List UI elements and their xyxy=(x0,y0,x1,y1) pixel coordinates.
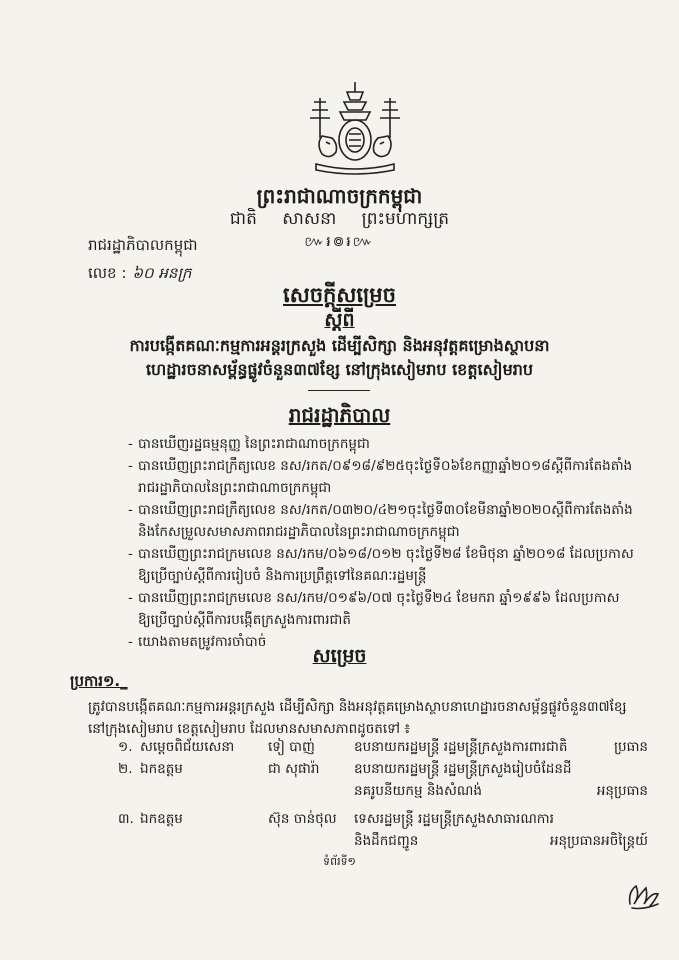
subject-line-1: ការបង្កើតគណៈកម្មការអន្តរក្រសួង ដើម្បីសិក្សា និងអនុវត្តគម្រោងស្ថាបនា xyxy=(129,336,550,355)
member-name: ជា សុផារ៉ា xyxy=(268,761,320,777)
consideration-continuation: និងកែសម្រួលសមាសភាពរាជរដ្ឋាភិបាលនៃព្រះរាជាណាចក្រកម្ពុជា xyxy=(138,524,460,540)
member-position-continued: និងដឹកជញ្ជូន xyxy=(354,833,419,849)
national-motto xyxy=(0,208,679,233)
member-number: ៣. xyxy=(118,811,134,827)
considerations-list xyxy=(128,433,648,653)
member-role: អនុប្រធានអចិន្ត្រៃយ៍ xyxy=(549,833,648,849)
signature-initials-icon xyxy=(624,874,664,912)
member-position: ឧបនាយករដ្ឋមន្ត្រី រដ្ឋមន្ត្រីក្រសួងការពារជាតិ xyxy=(354,739,568,755)
motto-king: ព្រះមហាក្សត្រ xyxy=(361,209,450,229)
kingdom-heading: ព្រះរាជាណាចក្រកម្ពុជា xyxy=(256,184,423,208)
article-label: ប្រការ១._ xyxy=(70,672,128,690)
ornament-divider: ៚៛៙៛៚ xyxy=(304,234,375,250)
consideration-item: - បានឃើញព្រះរាជក្រមលេខ នស/រកម/០១៩៦/០៧ ចុះថ្ងៃទី២៤ ខែមករា ឆ្នាំ១៩៩៦ ដែលប្រកាស xyxy=(128,590,620,606)
consideration-continuation: ឱ្យប្រើច្បាប់ស្ដីពីការរៀបចំ និងការប្រព្រឹត្តទៅនៃគណៈរដ្ឋមន្ត្រី xyxy=(138,568,427,584)
member-position-continued: នគរូបនីយកម្ម និងសំណង់ xyxy=(354,783,482,799)
member-name: ស៊ុន ចាន់ថុល xyxy=(268,811,337,827)
member-row xyxy=(118,810,658,832)
consideration-continuation: ឱ្យប្រើច្បាប់ស្ដីពីការបង្កើតក្រសួងការពារជាតិ xyxy=(138,612,351,628)
consideration-item: - បានឃើញរដ្ឋធម្មនុញ្ញ នៃព្រះរាជាណាចក្រកម្ពុជា xyxy=(128,436,370,452)
member-row-continued xyxy=(118,782,658,804)
motto-nation: ជាតិ xyxy=(229,209,257,229)
issuer-name: រាជរដ្ឋាភិបាលកម្ពុជា xyxy=(88,236,198,254)
title-divider xyxy=(308,390,370,391)
consideration-item: - បានឃើញព្រះរាជក្រមលេខ នស/រកម/០៦១៨/០១២ ចុះថ្ងៃទី២៨ ខែមិថុនា ឆ្នាំ២០១៨ ដែលប្រកាស xyxy=(128,546,634,562)
member-position: ទេសរដ្ឋមន្ត្រី រដ្ឋមន្ត្រីក្រសួងសាធារណការ xyxy=(354,811,554,827)
consideration-continuation: រាជរដ្ឋាភិបាលនៃព្រះរាជាណាចក្រកម្ពុជា xyxy=(138,480,332,496)
member-role: ប្រធាន xyxy=(613,739,648,755)
subject-line-2: ហេដ្ឋារចនាសម្ព័ន្ធផ្លូវចំនួន៣៧ខ្សែ នៅក្រុងសៀមរាប ខេត្តសៀមរាប xyxy=(145,360,534,379)
document-type-title: សេចក្ដីសម្រេច xyxy=(283,283,396,307)
article-line-1: ត្រូវបានបង្កើតគណៈកម្មការអន្តរក្រសួង ដើម្បីសិក្សា និងអនុវត្តគម្រោងស្ថាបនាហេដ្ឋារចនាសម្ព័ន្ធផ្លូវចំនួន៣៧ខ្សែ xyxy=(88,699,627,715)
royal-arms-emblem-icon xyxy=(300,78,410,178)
member-number: ១. xyxy=(118,739,133,755)
members-list xyxy=(118,738,658,854)
member-name: ទៀ បាញ់ xyxy=(268,739,315,755)
number-value: ៦០ អនក្រ xyxy=(132,264,192,282)
article-body xyxy=(88,696,648,740)
motto-religion: សាសនា xyxy=(282,209,337,229)
page-number: ទំព័រទី១ xyxy=(323,855,356,868)
consideration-item: - បានឃើញព្រះរាជក្រឹត្យលេខ នស/រកត/០៣២០/៤២១ចុះថ្ងៃទី៣០ខែមីនាឆ្នាំ២០២០ស្ដីពីការតែងតាំង xyxy=(128,502,633,518)
number-label: លេខ : xyxy=(88,264,127,282)
about-label: ស្ដីពី xyxy=(324,309,355,331)
decision-heading: សម្រេច xyxy=(312,645,367,667)
member-row xyxy=(118,760,658,782)
member-row-continued xyxy=(118,832,658,854)
member-rank: ឯកឧត្ដម xyxy=(140,761,183,777)
member-position: ឧបនាយករដ្ឋមន្ត្រី រដ្ឋមន្ត្រីក្រសួងរៀបចំដែនដី xyxy=(354,761,572,777)
consideration-item: - យោងតាមតម្រូវការចាំបាច់ xyxy=(128,634,267,650)
article-line-2: នៅក្រុងសៀមរាប ខេត្តសៀមរាប ដែលមានសមាសភាពដូចតទៅ ៖ xyxy=(88,721,411,737)
member-rank: ឯកឧត្ដម xyxy=(140,811,183,827)
member-role: អនុប្រធាន xyxy=(596,783,648,799)
member-rank: សម្ដេចពិជ័យសេនា xyxy=(140,739,235,755)
member-row xyxy=(118,738,658,760)
consideration-item: - បានឃើញព្រះរាជក្រឹត្យលេខ នស/រកត/០៩១៨/៩២៥ចុះថ្ងៃទី០៦ខែកញ្ញាឆ្នាំ២០១៨ស្ដីពីការតែងតាំង xyxy=(128,458,633,474)
government-heading: រាជរដ្ឋាភិបាល xyxy=(288,403,391,427)
member-number: ២. xyxy=(118,761,133,777)
